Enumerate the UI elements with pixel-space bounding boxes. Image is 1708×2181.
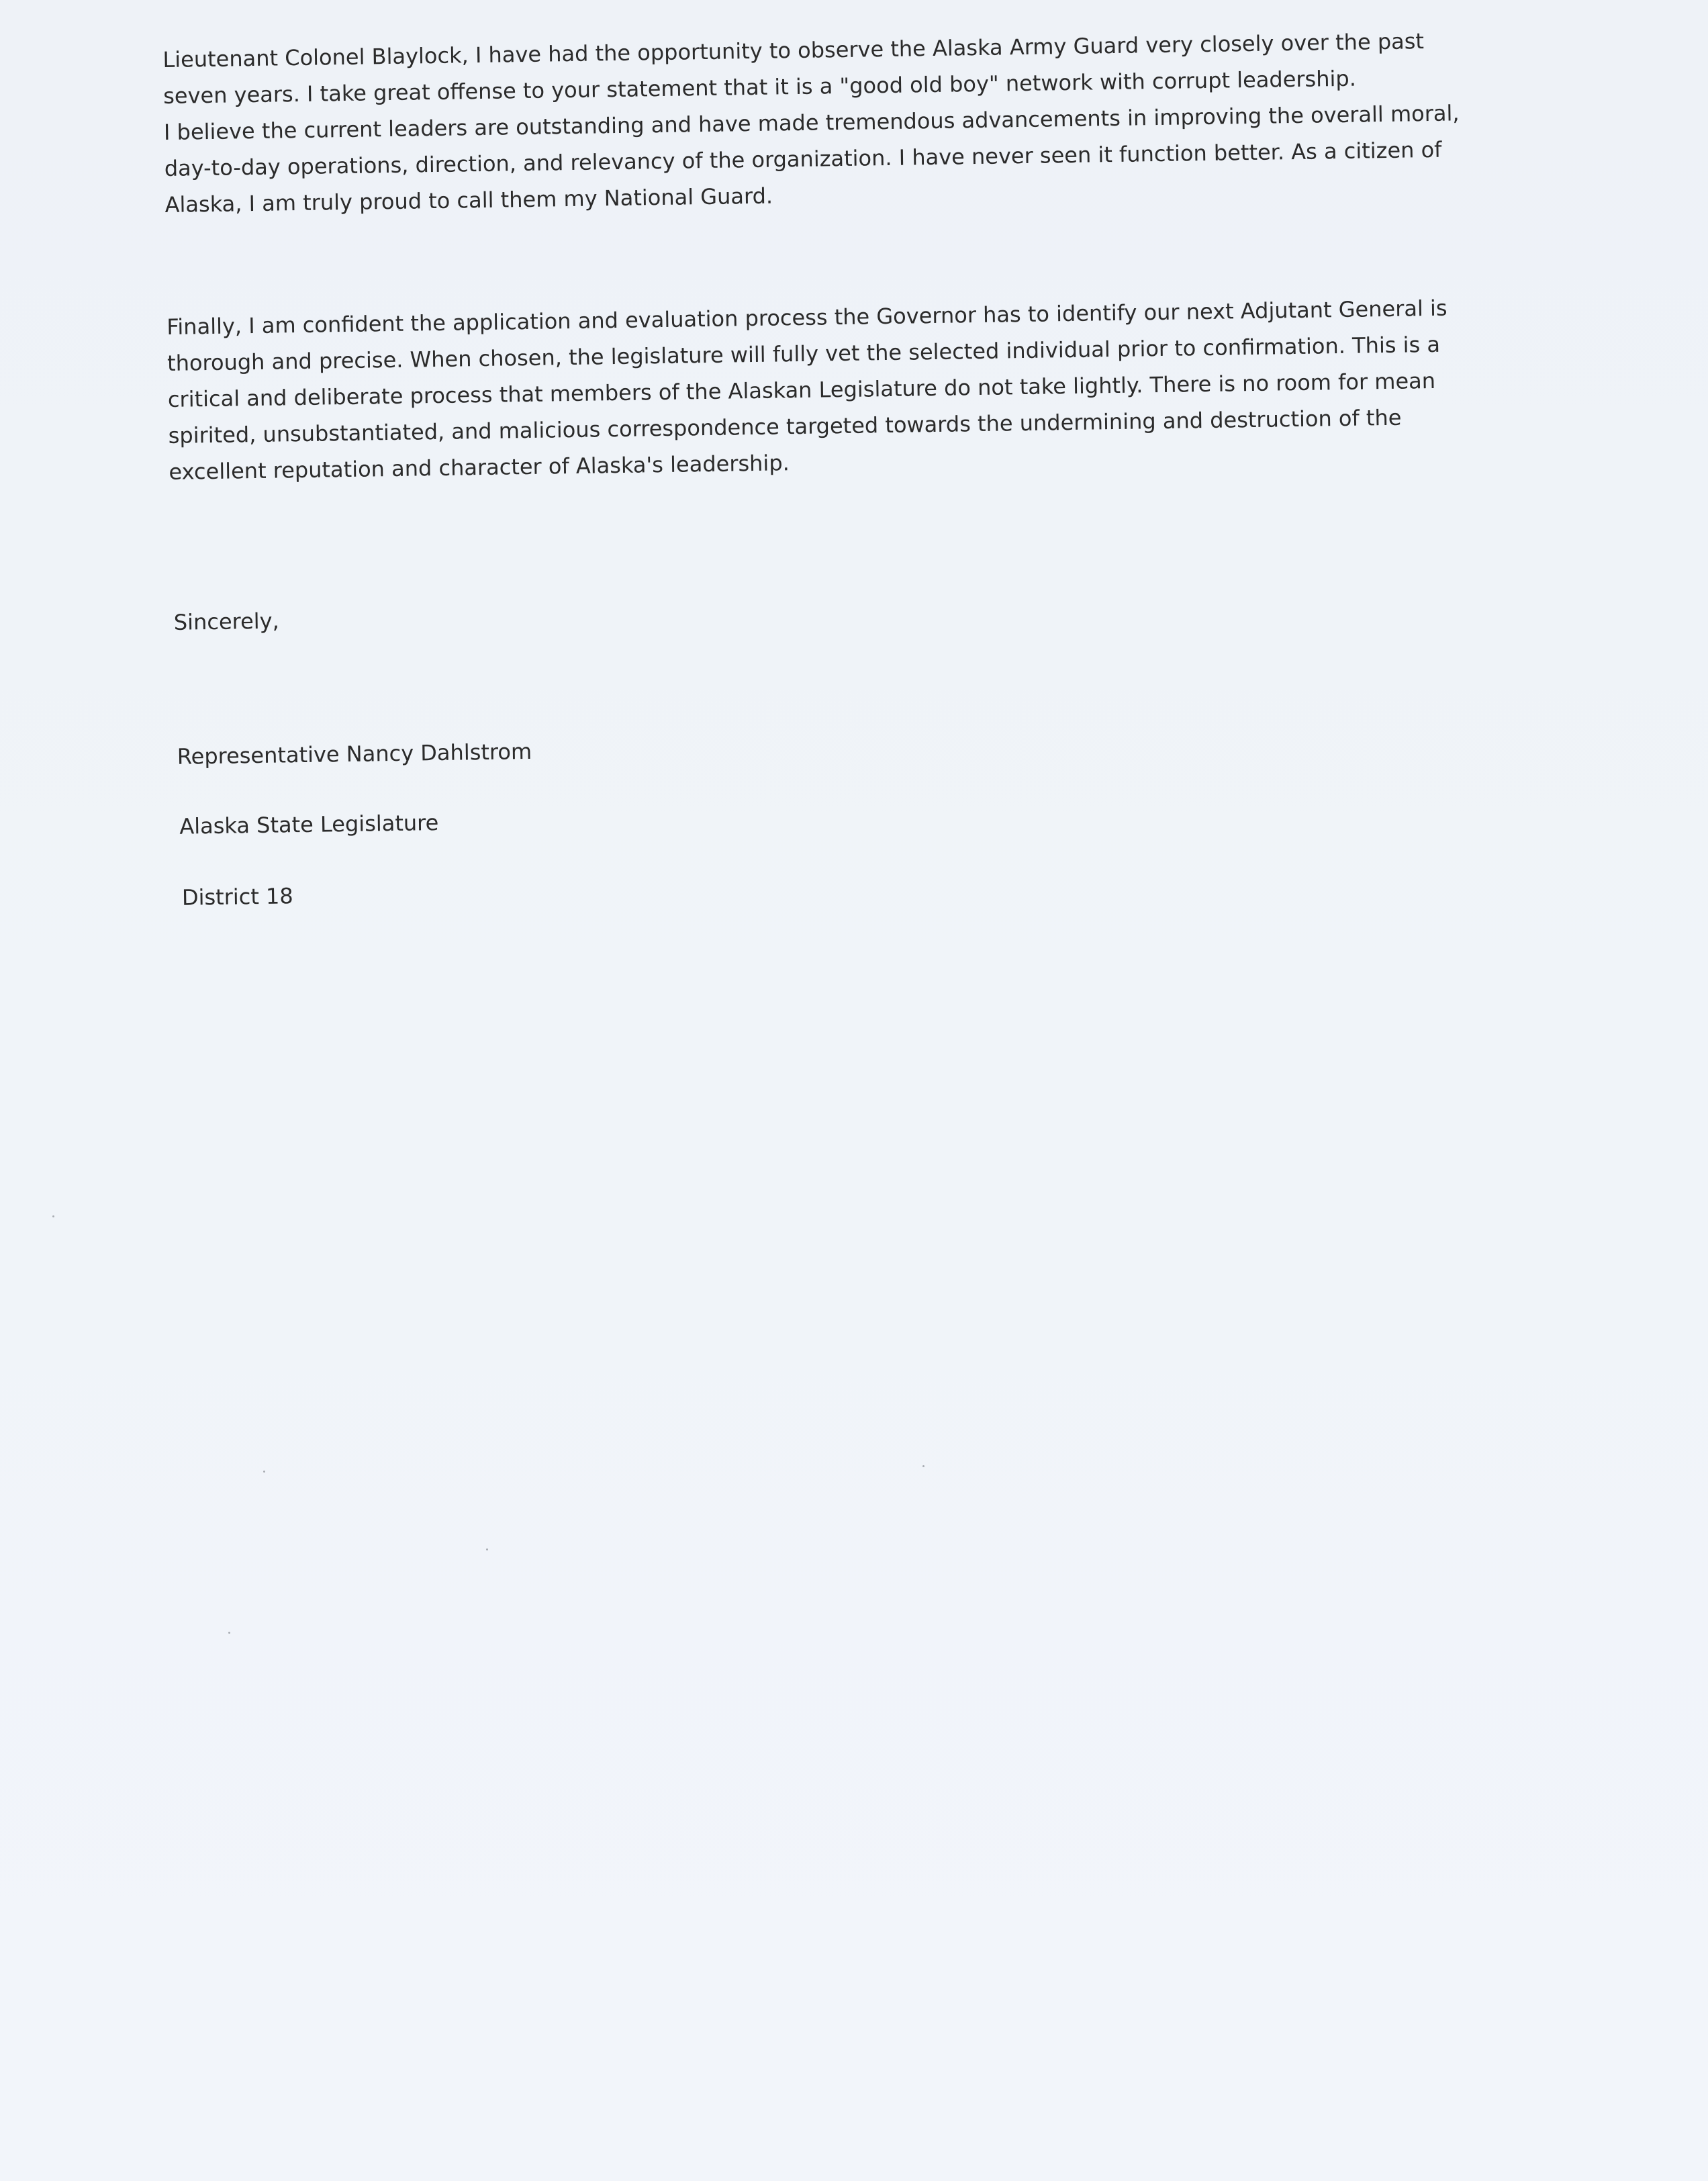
signature-name: Representative Nancy Dahlstrom	[177, 738, 532, 770]
paragraph-line: thorough and precise. When chosen, the legislature will fully vet the selected individual prior to confirmation. This is a	[167, 331, 1441, 376]
paragraph-line: excellent reputation and character of Alaska's leadership.	[169, 450, 790, 485]
paragraph-line: critical and deliberate process that members of the Alaskan Legislature do not take lightly. There is no room for mean	[167, 367, 1436, 412]
paragraph-line: Lieutenant Colonel Blaylock, I have had the opportunity to observe the Alaska Army Guard very closely over the past	[162, 28, 1425, 73]
paragraph-line: seven years. I take great offense to your statement that it is a "good old boy" network with corrupt leadership.	[162, 65, 1357, 109]
scan-speck	[52, 1215, 54, 1217]
letter-body	[162, 21, 1548, 911]
paragraph-line: spirited, unsubstantiated, and malicious correspondence targeted towards the undermining and destruction of the	[168, 404, 1402, 449]
scan-speck	[228, 1632, 230, 1634]
scan-speck	[922, 1465, 924, 1467]
paragraph-line: Alaska, I am truly proud to call them my National Guard.	[164, 183, 773, 218]
scan-speck	[486, 1548, 488, 1550]
paragraph-confirmation-process	[167, 290, 1450, 490]
paragraph-line: I believe the current leaders are outstanding and have made tremendous advancements in improving the overall moral,	[163, 100, 1460, 145]
closing-salutation: Sincerely,	[173, 608, 280, 635]
signature-district: District 18	[181, 883, 294, 911]
paragraph-observation	[162, 21, 1548, 223]
scan-speck	[263, 1471, 265, 1473]
signature-organization: Alaska State Legislature	[179, 810, 439, 839]
paragraph-line: Finally, I am confident the application and evaluation process the Governor has to identify our next Adjutant General is	[167, 295, 1448, 340]
paragraph-line: day-to-day operations, direction, and relevancy of the organization. I have never seen it function better. As a citizen of	[164, 136, 1442, 181]
